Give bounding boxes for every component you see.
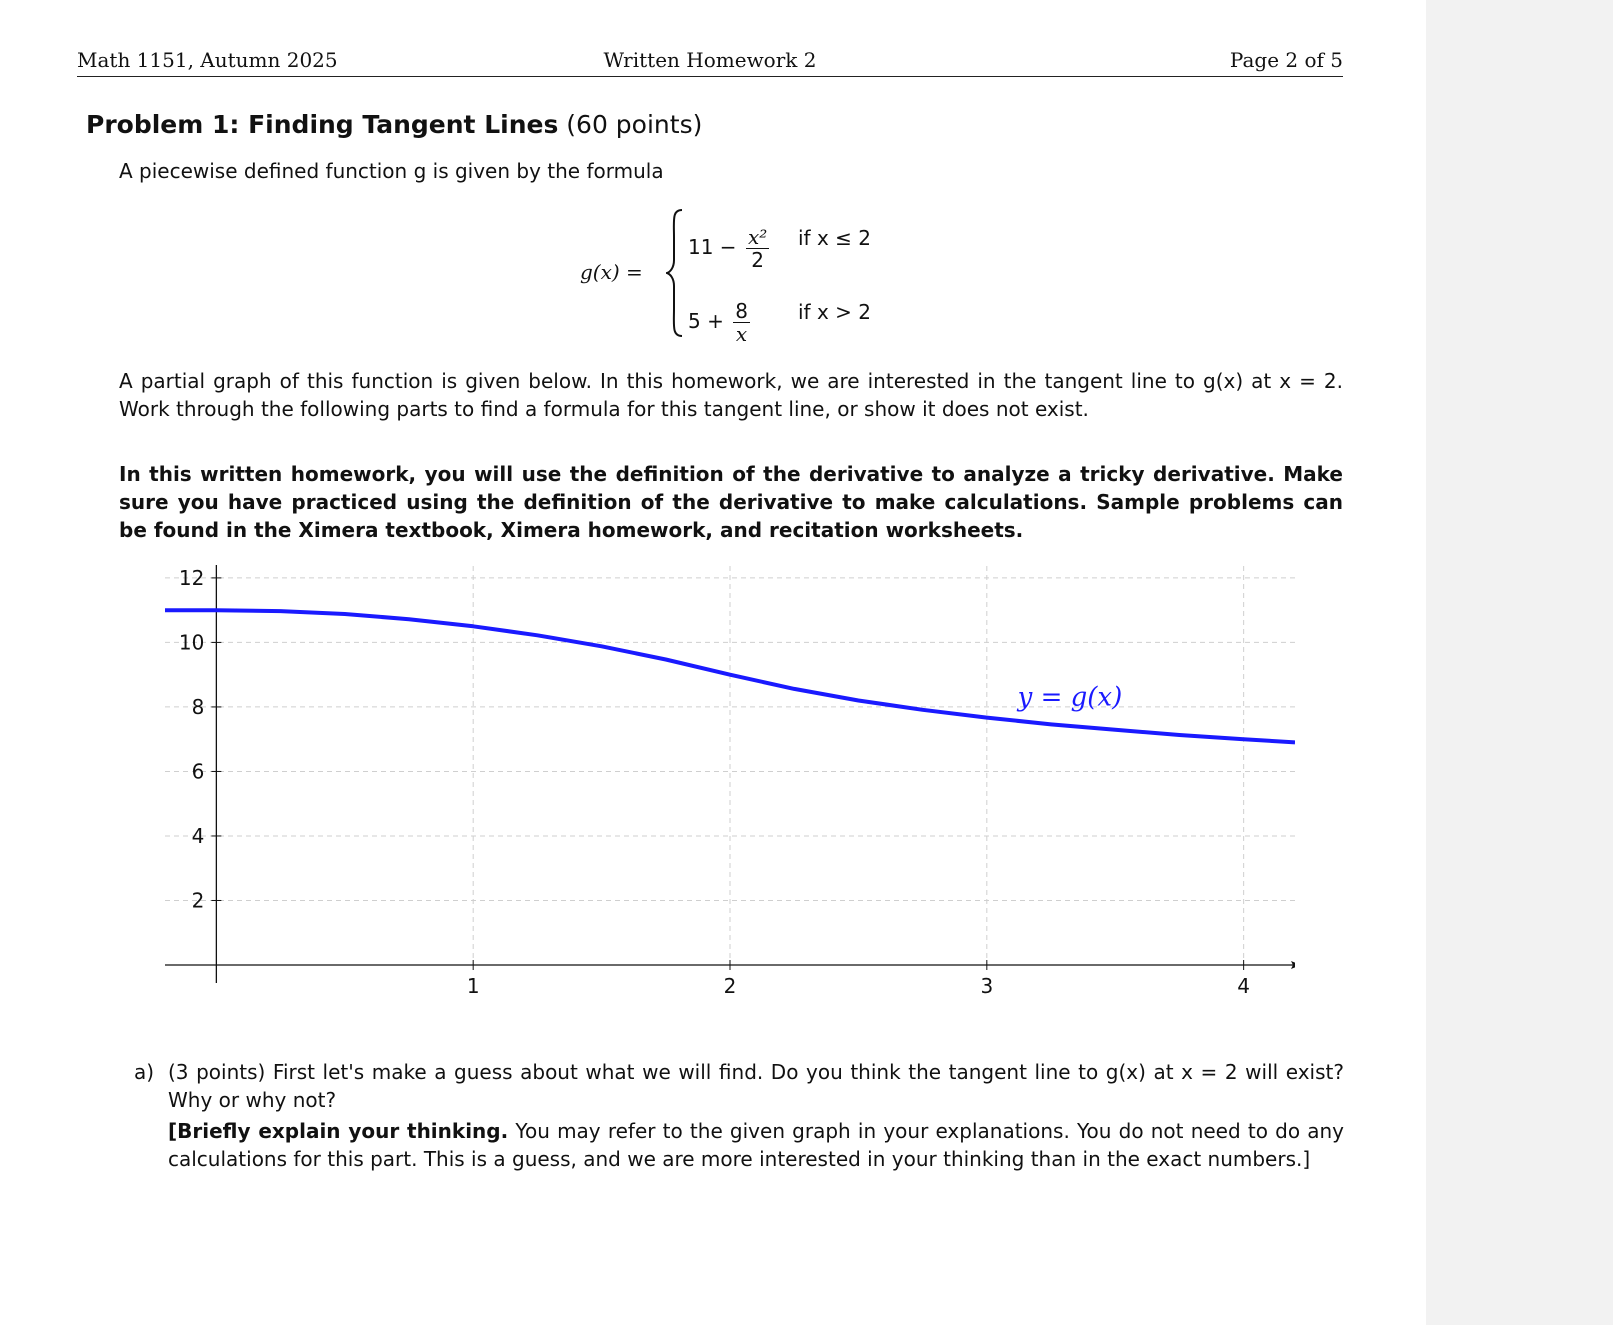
case-1-denominator: 2	[751, 248, 764, 272]
part-a	[134, 1058, 1344, 1173]
y-tick-label-10: 10	[178, 630, 205, 655]
x-tick-label-2: 2	[723, 974, 737, 998]
problem-title-text: Problem 1: Finding Tangent Lines	[86, 110, 559, 139]
y-tick-label-6: 6	[191, 759, 205, 784]
left-brace-icon	[666, 208, 684, 338]
case-2-fraction	[733, 300, 750, 345]
case-2-expression	[688, 300, 753, 345]
x-tick-label-4: 4	[1237, 974, 1251, 998]
x-tick-label-3: 3	[980, 974, 994, 998]
y-tick-label-8: 8	[191, 694, 205, 719]
assignment-title: Written Homework 2	[603, 48, 817, 72]
formula-lhs: g(x) =	[580, 260, 643, 284]
problem-intro: A piecewise defined function g is given by the formula	[119, 159, 664, 183]
case-1-fraction	[746, 226, 769, 271]
case-2-numerator: 8	[735, 299, 748, 323]
case-2-denominator: x	[735, 322, 748, 346]
y-tick-label-12: 12	[178, 565, 205, 590]
part-a-label: a)	[134, 1060, 155, 1084]
y-tick-label-4: 4	[191, 823, 205, 848]
function-graph	[165, 565, 1295, 1035]
homework-note: In this written homework, you will use the definition of the derivative to analyze a tricky derivative. Make sure you have practiced using the definition of the derivative to make calculations. Sample problems can be found in the Ximera textbook, Ximera homework, and recitation worksheets.	[119, 462, 1343, 542]
y-tick-label-2: 2	[191, 888, 205, 913]
case-2-prefix: 5 +	[688, 309, 724, 333]
case-1-prefix: 11 −	[688, 235, 737, 259]
part-a-question: (3 points) First let's make a guess about what we will find. Do you think the tangent line to g(x) at x = 2 will exist? Why or why not?	[168, 1060, 1344, 1112]
running-header	[77, 46, 1343, 77]
graph-description: A partial graph of this function is given below. In this homework, we are interested in the tangent line to g(x) at x = 2. Work through the following parts to find a formula for this tangent line, or show it does not exist.	[119, 369, 1343, 421]
part-a-hint	[168, 1117, 1344, 1173]
part-a-hint-bold: [Briefly explain your thinking.	[168, 1119, 509, 1143]
problem-points: (60 points)	[566, 110, 703, 139]
case-1-expression	[688, 226, 772, 271]
part-a-hint-rest: You may refer to the given graph in your explanations. You do not need to do any calculations for this part. This is a guess, and we are more interested in your thinking than in the exact numbers.]	[168, 1119, 1345, 1171]
case-2-condition: if x > 2	[798, 300, 871, 324]
curve-label: y = g(x)	[1017, 682, 1123, 713]
course-name: Math 1151, Autumn 2025	[77, 48, 338, 72]
case-1-numerator: x²	[747, 225, 768, 249]
part-a-body	[168, 1058, 1344, 1173]
case-1-condition: if x ≤ 2	[798, 226, 871, 250]
side-panel	[1426, 0, 1613, 1325]
x-tick-label-1: 1	[466, 974, 480, 998]
page-number: Page 2 of 5	[1229, 48, 1343, 72]
piecewise-formula	[580, 200, 900, 346]
problem-title	[86, 110, 702, 139]
